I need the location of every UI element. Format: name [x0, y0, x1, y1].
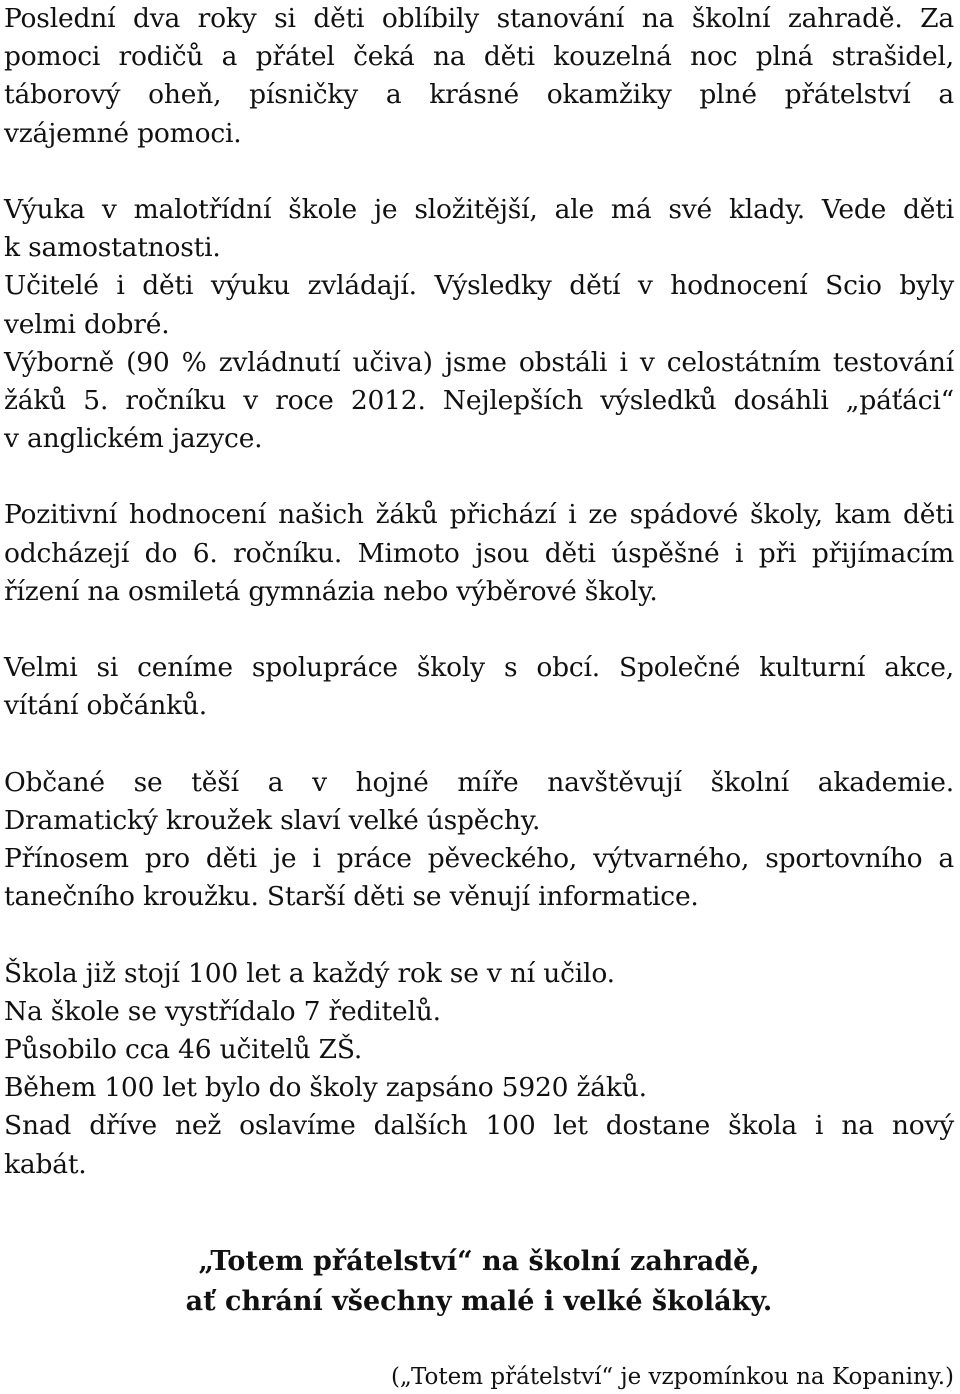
text-line: Škola již stojí 100 let a každý rok se v ní učilo.	[4, 957, 615, 989]
paragraph-teaching	[4, 191, 954, 458]
text-line: Během 100 let bylo do školy zapsáno 5920 žáků.	[4, 1072, 647, 1104]
text-line: tanečního kroužku. Starší děti se věnují informatice.	[4, 881, 699, 913]
paragraph-evaluation	[4, 496, 954, 611]
text-line: Učitelé i děti výuku zvládají. Výsledky dětí v hodnocení Scio byly	[4, 270, 954, 302]
motto-line: ať chrání všechny malé i velké školáky.	[185, 1286, 773, 1317]
paragraph-camping	[4, 0, 954, 153]
text-line: Velmi si ceníme spolupráce školy s obcí. Společné kulturní akce,	[4, 652, 954, 684]
text-line: žáků 5. ročníku v roce 2012. Nejlepších výsledků dosáhli „páťáci“	[4, 384, 954, 416]
paragraph-gap	[4, 1184, 954, 1222]
text-line: táborový oheň, písničky a krásné okamžiky plné přátelství a	[4, 79, 954, 111]
text-line: Občané se těší a v hojné míře navštěvují školní akademie.	[4, 766, 954, 798]
paragraph-history	[4, 955, 954, 1184]
text-line: Snad dříve než oslavíme dalších 100 let dostane škola i na nový	[4, 1110, 954, 1142]
paragraph-gap	[4, 726, 954, 764]
text-line: vzájemné pomoci.	[4, 117, 242, 149]
text-line: velmi dobré.	[4, 308, 170, 340]
text-line: Dramatický kroužek slaví velké úspěchy.	[4, 804, 541, 836]
text-line: pomoci rodičů a přátel čeká na děti kouzelná noc plná strašidel,	[4, 41, 954, 73]
text-line: kabát.	[4, 1148, 87, 1180]
paragraph-activities	[4, 764, 954, 917]
text-line: Přínosem pro děti je i práce pěveckého, výtvarného, sportovního a	[4, 843, 954, 875]
text-line: vítání občánků.	[4, 690, 208, 722]
text-line: v anglickém jazyce.	[4, 423, 263, 455]
caption-note: („Totem přátelství“ je vzpomínkou na Kopaniny.)	[390, 1364, 954, 1391]
text-line: řízení na osmiletá gymnázia nebo výběrové školy.	[4, 575, 658, 607]
paragraph-gap	[4, 611, 954, 649]
paragraph-gap	[4, 1322, 954, 1360]
text-line: Na škole se vystřídalo 7 ředitelů.	[4, 995, 441, 1027]
text-line: Výuka v malotřídní škole je složitější, ale má své klady. Vede děti	[4, 193, 954, 225]
text-line: Působilo cca 46 učitelů ZŠ.	[4, 1034, 363, 1066]
paragraph-gap	[4, 1222, 954, 1242]
paragraph-gap	[4, 153, 954, 191]
text-line: Pozitivní hodnocení našich žáků přichází i ze spádové školy, kam děti	[4, 499, 954, 531]
paragraph-cooperation	[4, 649, 954, 725]
text-line: k samostatnosti.	[4, 232, 221, 264]
document-page	[4, 0, 954, 1394]
text-line: Poslední dva roky si děti oblíbily stanování na školní zahradě. Za	[4, 3, 954, 34]
paragraph-gap	[4, 458, 954, 496]
motto-block	[4, 1242, 954, 1322]
motto-line: „Totem přátelství“ na školní zahradě,	[198, 1246, 760, 1277]
text-line: odcházejí do 6. ročníku. Mimoto jsou děti úspěšné i při přijímacím	[4, 537, 954, 569]
text-line: Výborně (90 % zvládnutí učiva) jsme obstáli i v celostátním testování	[4, 346, 954, 378]
paragraph-gap	[4, 917, 954, 955]
